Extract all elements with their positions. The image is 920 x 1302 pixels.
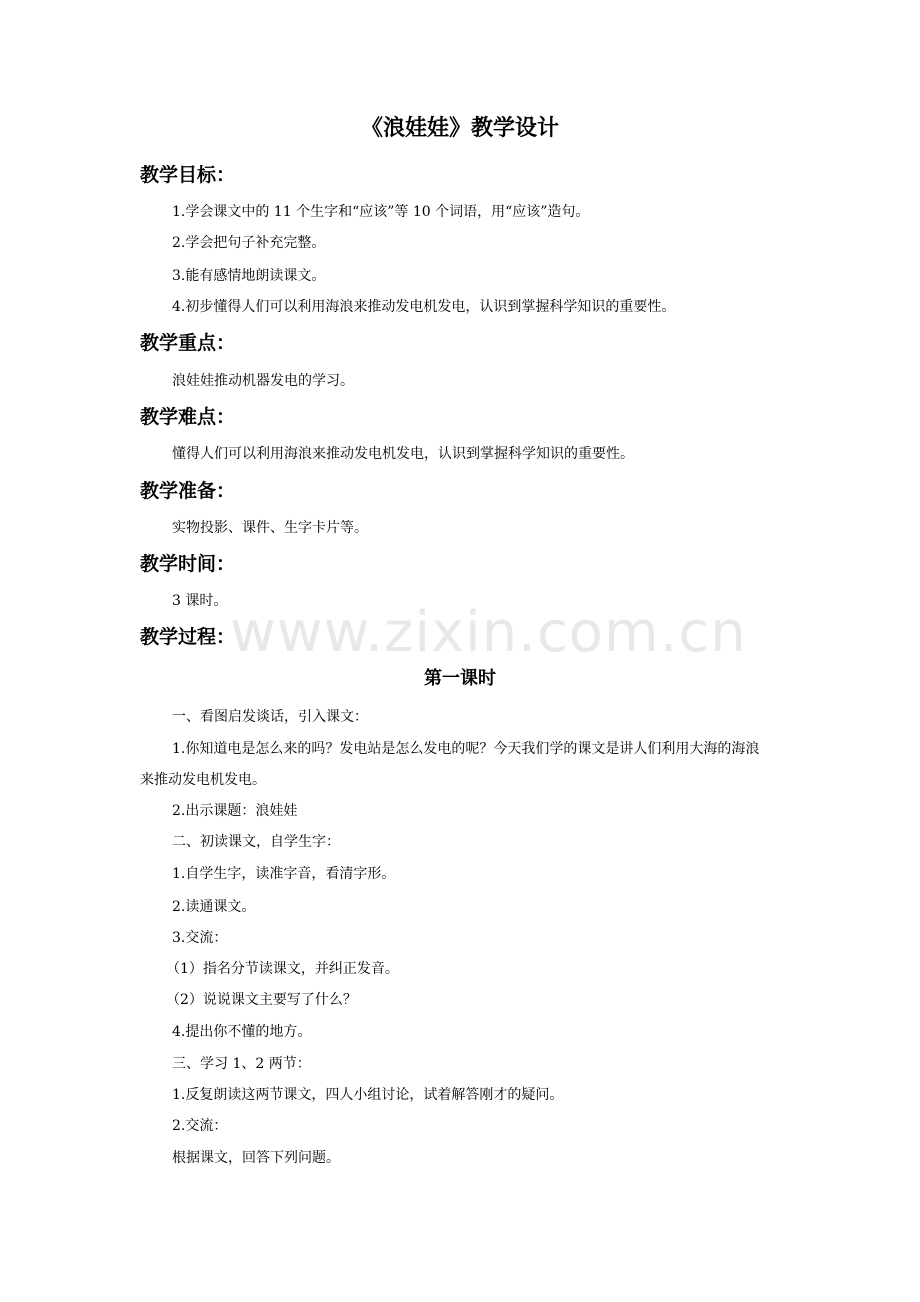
lesson-line: 3.交流： — [172, 930, 228, 946]
goal-item: 4.初步懂得人们可以利用海浪来推动发电机发电，认识到掌握科学知识的重要性。 — [172, 299, 676, 315]
lesson-line: （1）指名分节读课文，并纠正发音。 — [166, 961, 399, 977]
lesson-line: 一、看图启发谈话，引入课文： — [172, 709, 368, 725]
heading-time: 教学时间： — [140, 553, 236, 575]
lesson-line: 根据课文，回答下列问题。 — [172, 1150, 340, 1166]
heading-focus: 教学重点： — [140, 332, 236, 354]
lesson-line: 2.出示课题：浪娃娃 — [172, 803, 298, 819]
lesson-line: 二、初读课文，自学生字： — [172, 834, 340, 850]
lesson-line: 2.读通课文。 — [172, 899, 256, 915]
prep-text: 实物投影、课件、生字卡片等。 — [172, 520, 368, 536]
lesson-line: 1.自学生字，读准字音，看清字形。 — [172, 866, 396, 882]
heading-prep: 教学准备： — [140, 480, 236, 502]
heading-difficulty: 教学难点： — [140, 406, 236, 428]
goal-item: 3.能有感情地朗读课文。 — [172, 268, 326, 284]
focus-text: 浪娃娃推动机器发电的学习。 — [172, 373, 354, 389]
time-text: 3 课时。 — [172, 593, 228, 609]
goal-item: 2.学会把句子补充完整。 — [172, 235, 326, 251]
heading-process: 教学过程： — [140, 626, 236, 648]
lesson-line: 4.提出你不懂的地方。 — [172, 1024, 312, 1040]
lesson-line: 2.交流： — [172, 1118, 228, 1134]
heading-goals: 教学目标： — [140, 164, 236, 186]
watermark: www.zixin.com.cn — [230, 600, 747, 665]
lesson-line: 三、学习 1、2 两节： — [172, 1056, 311, 1072]
document-title: 《浪娃娃》教学设计 — [360, 116, 559, 141]
difficulty-text: 懂得人们可以利用海浪来推动发电机发电，认识到掌握科学知识的重要性。 — [172, 446, 634, 462]
goal-item: 1.学会课文中的 11 个生字和“应该”等 10 个词语，用“应该”造句。 — [172, 204, 590, 220]
lesson-line: 1.你知道电是怎么来的吗？发电站是怎么发电的呢？今天我们学的课文是讲人们利用大海的海浪来推动发电机发电。 — [140, 741, 760, 788]
lesson-line: 1.反复朗读这两节课文，四人小组讨论，试着解答刚才的疑问。 — [172, 1087, 564, 1103]
lesson-title: 第一课时 — [424, 668, 496, 689]
lesson-line: （2）说说课文主要写了什么？ — [166, 992, 357, 1008]
